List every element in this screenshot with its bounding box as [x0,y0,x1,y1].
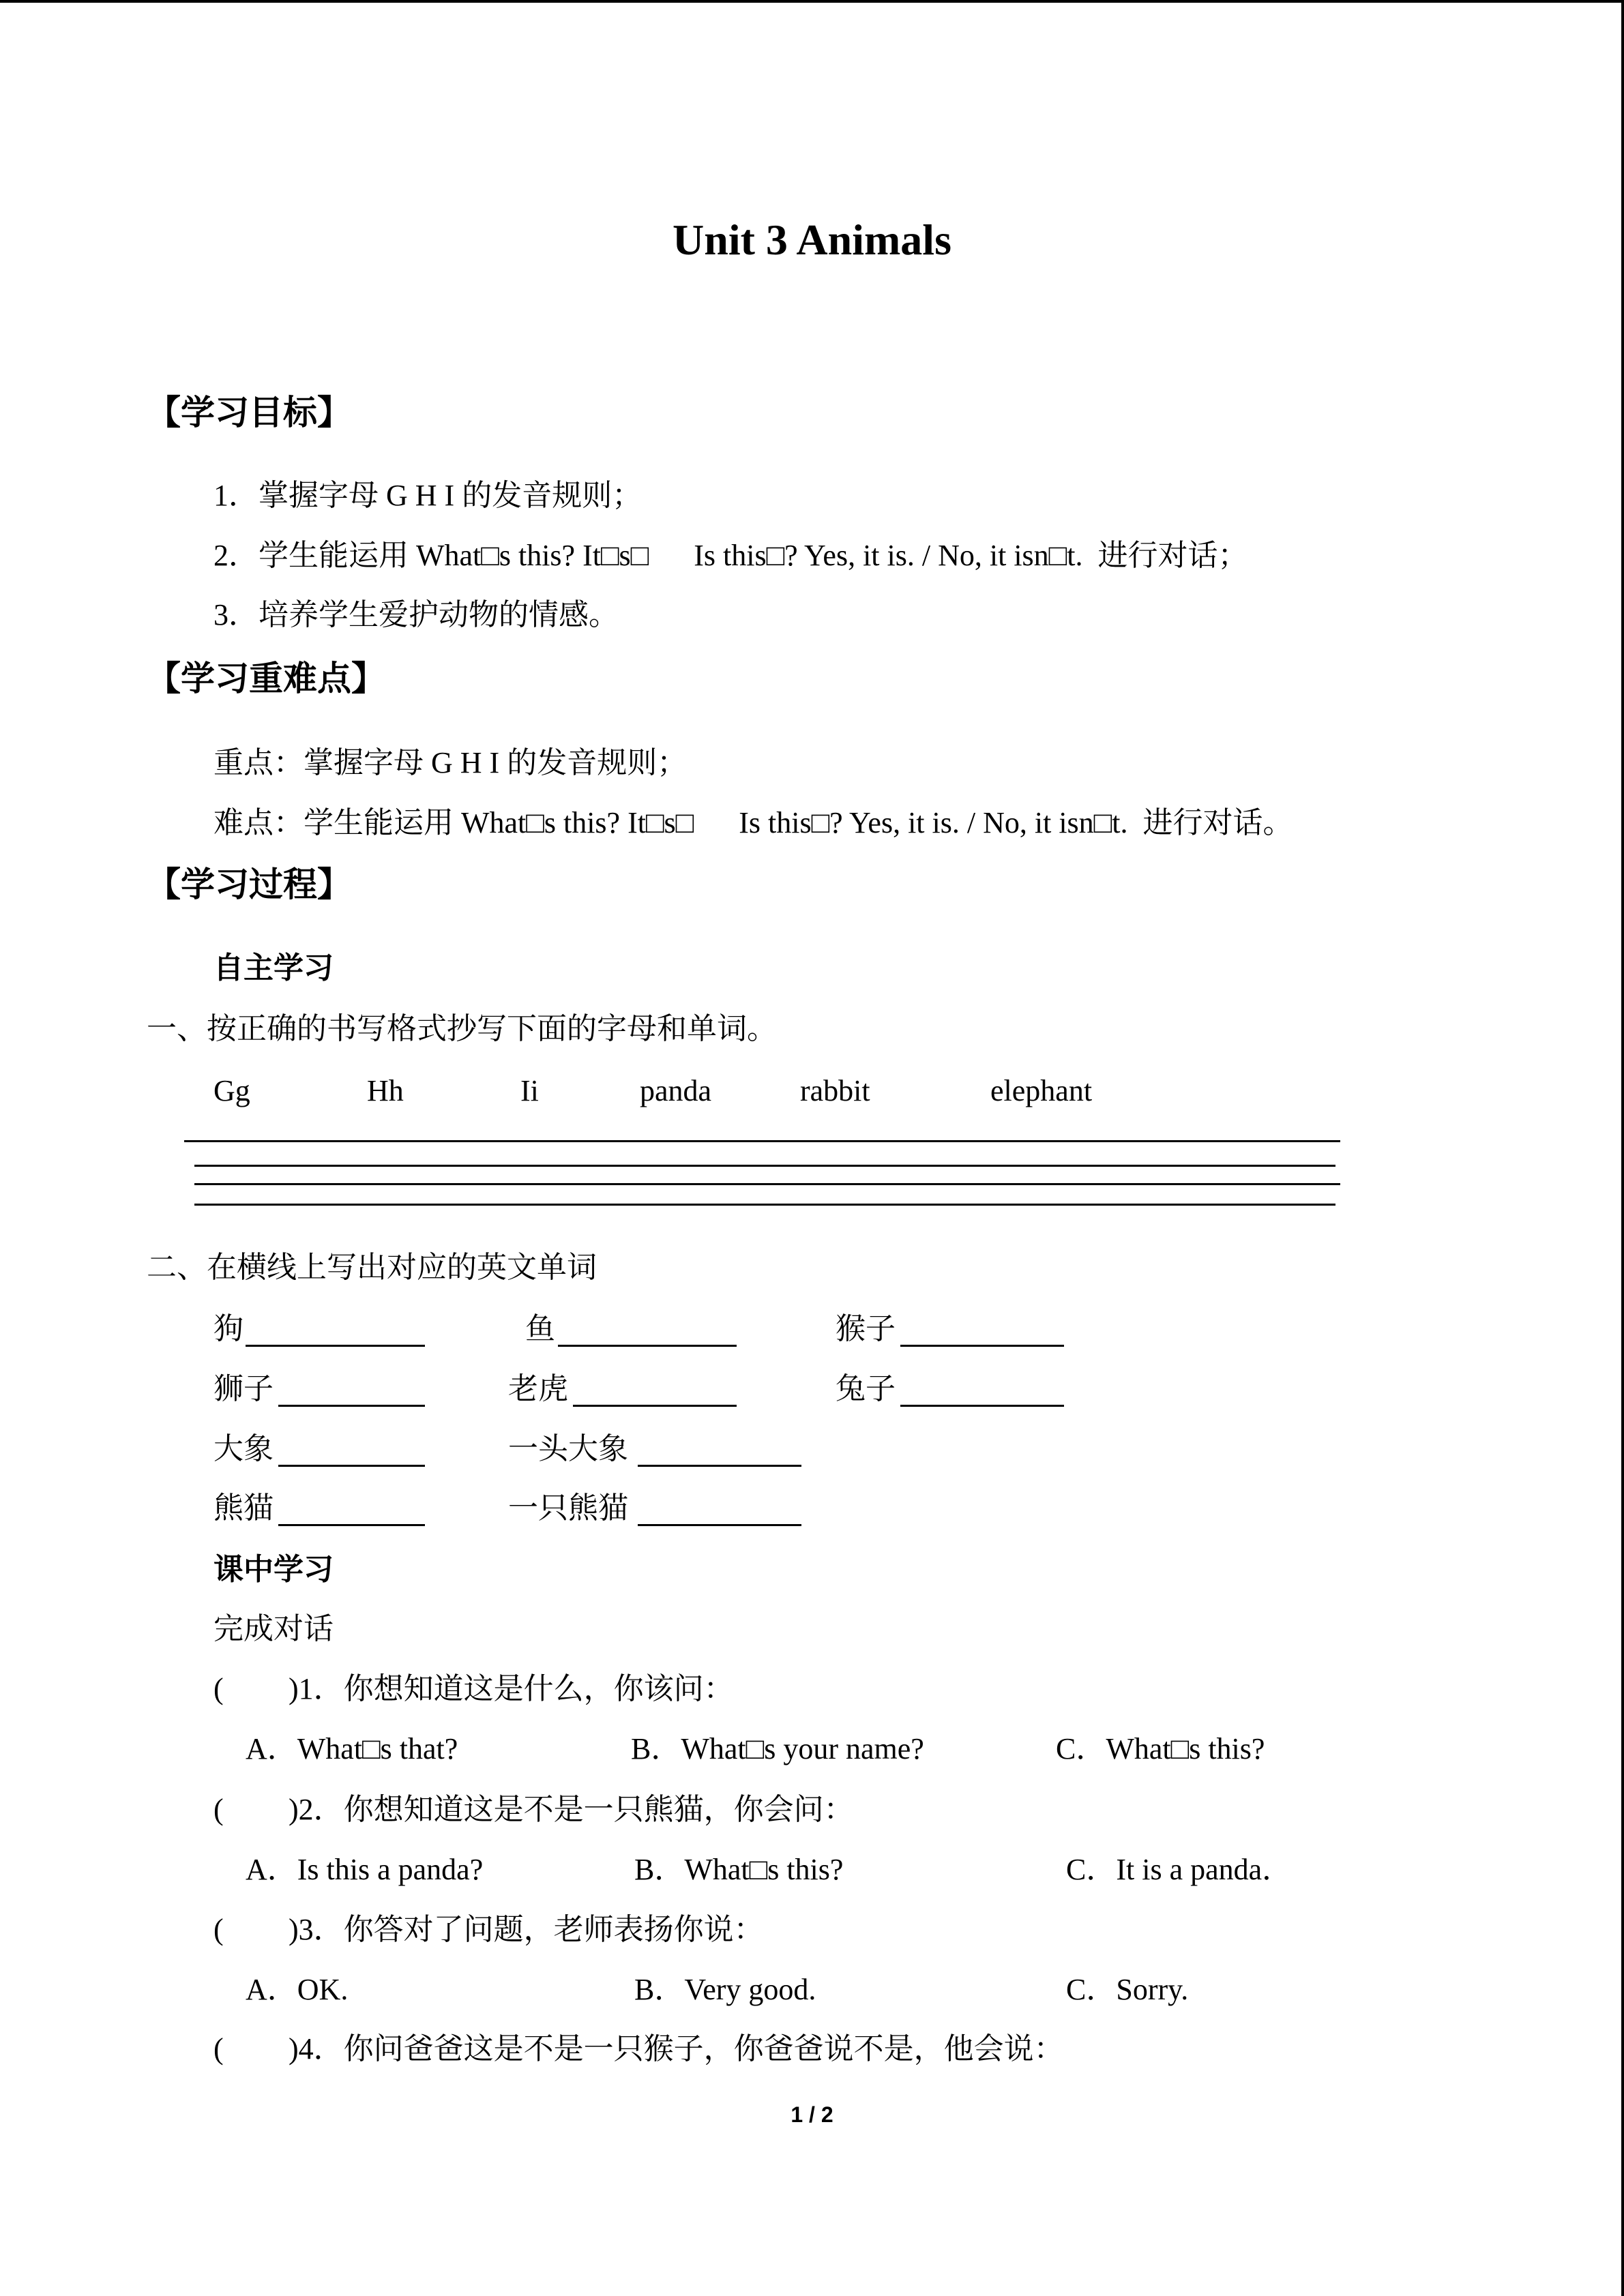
process-heading: 【学习过程】 [147,865,351,904]
vocab-item-tiger: 老虎 [508,1372,568,1405]
in-class-label: 课中学习 [213,1552,334,1587]
question-1-stem: )1．你想知道这是什么，你该问： [289,1672,734,1705]
answer-blank-tiger[interactable] [573,1405,737,1407]
question-3-stem: )3．你答对了问题，老师表扬你说： [289,1913,764,1946]
goal-item-2: 2．学生能运用 What□s this? It□s□ Is this□? Yes, it is. / No, it isn□t. 进行对话； [213,539,1248,572]
question-4-stem: )4．你问爸爸这是不是一只猴子，你爸爸说不是，他会说： [289,2032,1064,2066]
copy-word-ii: Ii [520,1074,539,1107]
question-2-option-c: C．It is a panda． [1066,1853,1293,1886]
copy-word-panda: panda [640,1074,712,1107]
answer-blank-monkey[interactable] [900,1345,1064,1347]
answer-blank-lion[interactable] [278,1405,425,1407]
question-1-option-a: A．What□s that? [246,1732,458,1765]
handwriting-line-2[interactable] [194,1165,1335,1167]
answer-paren-4[interactable]: ( [213,2032,224,2066]
goals-heading: 【学习目标】 [147,393,351,432]
answer-blank-elephant[interactable] [278,1465,425,1467]
question-3-option-a: A．OK. [246,1973,349,2006]
copy-word-rabbit: rabbit [800,1074,870,1107]
vocab-item-lion: 狮子 [213,1372,274,1405]
difficult-point-item: 难点：学生能运用 What□s this? It□s□ Is this□? Yes, it is. / No, it isn□t. 进行对话。 [213,806,1293,839]
vocab-item-an-elephant: 一头大象 [508,1432,628,1465]
handwriting-line-4[interactable] [194,1204,1335,1206]
answer-paren-2[interactable]: ( [213,1793,224,1826]
exercise1-instruction: 一、按正确的书写格式抄写下面的字母和单词。 [147,1012,777,1045]
vocab-item-monkey: 猴子 [836,1312,896,1345]
question-1-option-c: C．What□s this? [1056,1732,1265,1765]
goal-item-3: 3．培养学生爱护动物的情感。 [213,598,619,631]
vocab-item-fish: 鱼 [525,1312,555,1345]
vocab-item-panda: 熊猫 [213,1491,274,1525]
question-2-option-a: A．Is this a panda? [246,1853,484,1886]
copy-word-hh: Hh [367,1074,404,1107]
answer-blank-a-panda[interactable] [638,1524,801,1526]
vocab-item-a-panda: 一只熊猫 [508,1491,628,1525]
question-2-stem: )2．你想知道这是不是一只熊猫，你会问： [289,1793,854,1826]
answer-blank-fish[interactable] [558,1345,737,1347]
handwriting-line-3[interactable] [194,1183,1340,1185]
vocab-item-elephant: 大象 [213,1432,274,1465]
page-border-right [1621,0,1624,2296]
self-study-label: 自主学习 [213,951,334,985]
copy-word-gg: Gg [213,1074,250,1107]
question-1-option-b: B．What□s your name? [631,1732,924,1765]
copy-word-elephant: elephant [990,1074,1093,1107]
exercise2-instruction: 二、在横线上写出对应的英文单词 [147,1251,597,1284]
document-title: Unit 3 Animals [673,215,951,264]
answer-blank-rabbit[interactable] [900,1405,1064,1407]
answer-paren-3[interactable]: ( [213,1913,224,1946]
goal-item-1: 1．掌握字母 G H I 的发音规则； [213,479,643,512]
vocab-item-dog: 狗 [213,1312,243,1345]
question-3-option-c: C．Sorry. [1066,1973,1189,2006]
question-2-option-b: B．What□s this? [634,1853,844,1886]
answer-paren-1[interactable]: ( [213,1672,224,1705]
answer-blank-an-elephant[interactable] [638,1465,801,1467]
page-number: 1 / 2 [791,2102,833,2127]
handwriting-line-1[interactable] [184,1140,1340,1142]
key-point-item: 重点：掌握字母 G H I 的发音规则； [213,746,688,779]
key-points-heading: 【学习重难点】 [147,659,385,698]
page-border-top [0,0,1624,3]
dialogue-instruction: 完成对话 [213,1612,334,1645]
answer-blank-panda[interactable] [278,1524,425,1526]
vocab-item-rabbit: 兔子 [836,1372,896,1405]
answer-blank-dog[interactable] [246,1345,425,1347]
question-3-option-b: B．Very good. [634,1973,816,2006]
